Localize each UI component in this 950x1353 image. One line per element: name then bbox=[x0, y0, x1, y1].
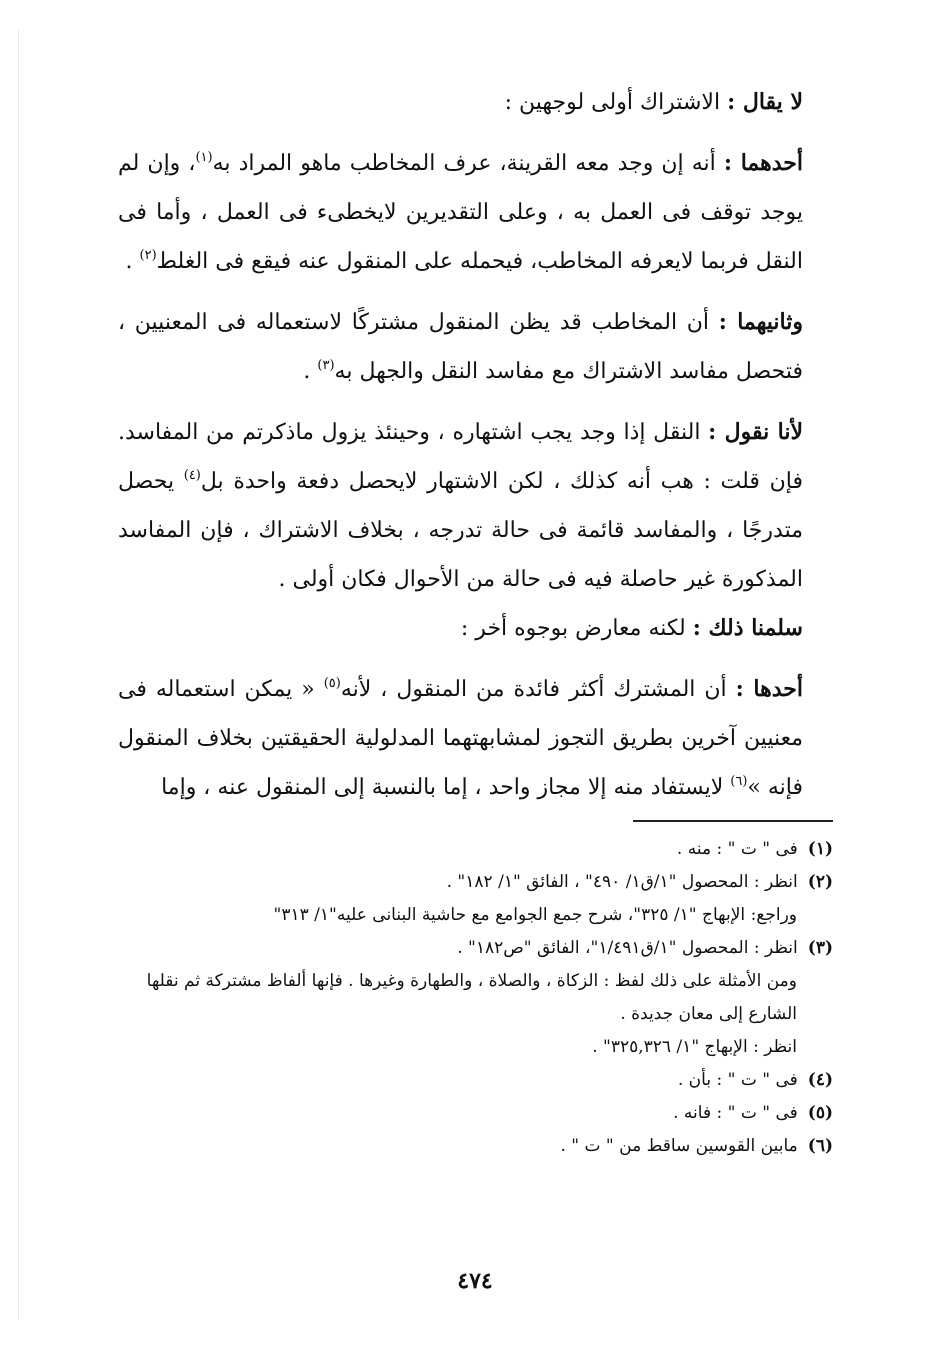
footnote-text: وراجع: الإبهاج "١/ ٣٢٥"، شرح جمع الجوامع مع حاشية البنانى عليه"١/ ٣١٣" bbox=[273, 905, 797, 925]
footnote-number: (٣) bbox=[807, 938, 833, 958]
footnote-5 bbox=[118, 1097, 833, 1130]
paragraph-lead: سلمنا ذلك : bbox=[692, 615, 803, 641]
paragraph-text: يحصل متدرجًا ، والمفاسد قائمة فى حالة تدرجه ، بخلاف الاشتراك ، فإن المفاسد المذكورة غير حاصلة فيه فى حالة من الأحوال فكان أولى . bbox=[118, 469, 803, 592]
paragraph-lead: أحدهما : bbox=[723, 150, 803, 176]
paragraph-text: . bbox=[125, 249, 140, 274]
paragraph-text: الاشتراك أولى لوجهين : bbox=[504, 90, 721, 115]
main-text bbox=[118, 78, 833, 812]
paragraph-text: . bbox=[303, 359, 318, 384]
footnote-number: (٦) bbox=[807, 1136, 833, 1156]
scan-margin-line bbox=[18, 30, 19, 1320]
footnote-1 bbox=[118, 833, 833, 866]
page-number: ٤٧٤ bbox=[457, 1268, 493, 1294]
footnotes bbox=[118, 833, 833, 1163]
footnote-text: فى " ت " : بأن . bbox=[677, 1070, 798, 1090]
footnote-3 bbox=[118, 932, 833, 965]
paragraph-lead: لا يقال : bbox=[727, 89, 803, 115]
footnote-ref: (٥) bbox=[323, 676, 341, 691]
footnote-4 bbox=[118, 1064, 833, 1097]
footnote-ref: (٣) bbox=[317, 358, 335, 373]
paragraph-second-reason bbox=[118, 298, 833, 396]
footnote-number: (٢) bbox=[807, 872, 833, 892]
footnote-ref: (٦) bbox=[730, 774, 748, 789]
footnote-ref: (٢) bbox=[139, 248, 157, 263]
footnote-text: فى " ت " : منه . bbox=[676, 839, 798, 859]
paragraph-reply bbox=[118, 408, 833, 604]
footnote-ref: (٤) bbox=[183, 468, 201, 483]
footnote-6 bbox=[118, 1130, 833, 1163]
paragraph-first-counter bbox=[118, 665, 833, 812]
footnote-number: (٤) bbox=[807, 1070, 833, 1090]
footnote-text: انظر : المحصول "١/ق١/ ٤٩٠" ، الفائق "١/ ١٨٢" . bbox=[446, 872, 798, 892]
paragraph-text: « يمكن استعماله فى معنيين آخرين بطريق التجوز لمشابهتهما المدلولية الحقيقتين بخلاف المنقول فإنه » bbox=[118, 677, 803, 800]
paragraph-lead: وثانيهما : bbox=[718, 309, 803, 335]
footnote-text: انظر : المحصول "١/ق١/٤٩١"، الفائق "ص١٨٢" . bbox=[457, 938, 798, 958]
paragraph-text: لكنه معارض بوجوه أخر : bbox=[460, 616, 686, 641]
footnote-3-reference bbox=[118, 1031, 833, 1064]
footnote-2 bbox=[118, 866, 833, 899]
footnote-ref: (١) bbox=[195, 150, 213, 165]
footnote-text: فى " ت " : فانه . bbox=[673, 1103, 798, 1123]
paragraph-text: ، وإن لم يوجد توقف فى العمل به ، وعلى التقديرين لايخطىء فى العمل ، وأما فى النقل فربما لايعرفه المخاطب، فيحمله على المنقول عنه فيقع فى الغلط bbox=[118, 151, 803, 274]
footnote-text: مابين القوسين ساقط من " ت " . bbox=[560, 1136, 798, 1156]
paragraph-first-reason bbox=[118, 139, 833, 286]
paragraph-text: أن المشترك أكثر فائدة من المنقول ، لأنه bbox=[340, 677, 727, 702]
footnote-text: انظر : الإبهاج "١/ ٣٢٥,٣٢٦" . bbox=[592, 1037, 797, 1057]
footnote-number: (١) bbox=[807, 839, 833, 859]
paragraph-objection bbox=[118, 78, 833, 127]
paragraph-text: النقل إذا وجد يجب اشتهاره ، وحينئذ يزول ماذكرتم من المفاسد. فإن قلت : هب أنه كذلك ، لكن الاشتهار لايحصل دفعة واحدة بل bbox=[118, 420, 803, 494]
paragraph-lead: لأنا نقول : bbox=[708, 419, 804, 445]
footnote-2-continuation bbox=[118, 899, 833, 932]
footnote-number: (٥) bbox=[807, 1103, 833, 1123]
paragraph-text: أنه إن وجد معه القرينة، عرف المخاطب ماهو المراد به bbox=[212, 151, 716, 176]
footnote-3-continuation bbox=[118, 965, 833, 1031]
paragraph-text: أن المخاطب قد يظن المنقول مشتركًا لاستعماله فى المعنيين ، فتحصل مفاسد الاشتراك مع مفاسد النقل والجهل به bbox=[118, 310, 803, 384]
footnote-separator bbox=[633, 820, 833, 822]
paragraph-lead: أحدها : bbox=[735, 676, 803, 702]
paragraph-concession bbox=[118, 604, 833, 653]
paragraph-text: لايستفاد منه إلا مجاز واحد ، إما بالنسبة إلى المنقول عنه ، وإما bbox=[161, 775, 731, 800]
footnote-text: ومن الأمثلة على ذلك لفظ : الزكاة ، والصلاة ، والطهارة وغيرها . فإنها ألفاظ مشتركة ثم نقلها الشارع إلى معان جديدة . bbox=[146, 971, 797, 1024]
